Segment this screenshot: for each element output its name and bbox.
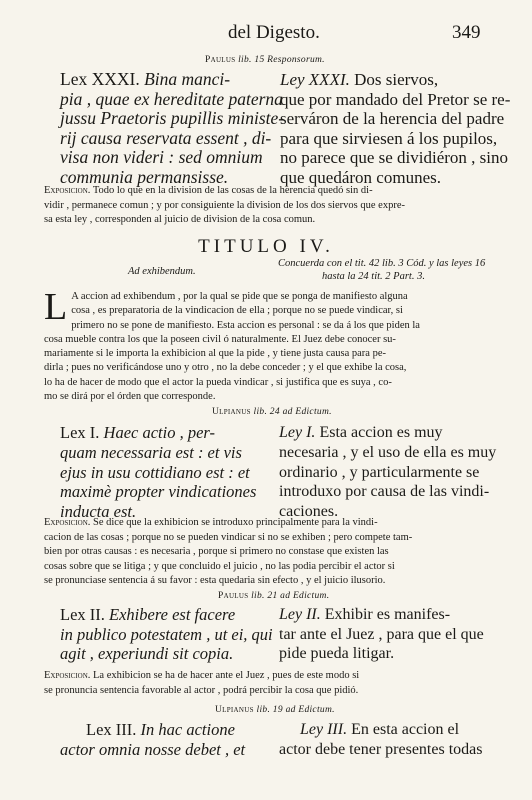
source-citation — [212, 407, 332, 417]
spanish-line: tar ante el Juez , para que el que — [279, 625, 484, 643]
source-reference: lib. 24 ad Edictum. — [253, 407, 332, 417]
exposicion-block — [44, 184, 486, 228]
source-author: Paulus — [218, 591, 249, 601]
spanish-line: pide pueda litigar. — [279, 645, 395, 662]
exposicion-line: se pronuncia sentencia favorable al actor , podrá percibir la cosa que pidió. — [44, 684, 359, 696]
exposicion-label: Exposicion. — [44, 185, 91, 196]
latin-line: quam necessaria est : et vis — [60, 442, 242, 462]
source-citation — [215, 705, 335, 715]
exposicion-line: se pronunciase sentencia á su favor : esta quedaria sin efecto , y el juicio ilusorio. — [44, 575, 386, 587]
exposicion-block — [44, 669, 486, 698]
spanish-line: que por mandado del Pretor se re- — [280, 89, 511, 109]
spanish-line: Ley III. En esta accion el — [300, 721, 460, 738]
exposicion-line: Todo lo que en la division de las cosas de la herencia quedó sin di- — [92, 185, 373, 196]
spanish-line: necesaria , y el uso de ella es muy — [279, 443, 497, 461]
spanish-text-ley-31 — [280, 70, 510, 187]
spanish-line: serváron de la herencia del padre — [280, 109, 505, 128]
concordance-line: Concuerda con el tit. 42 lib. 3 Cód. y las leyes 16 — [278, 258, 486, 269]
source-reference: lib. 15 Responsorum. — [238, 55, 325, 65]
title-introduction — [44, 286, 486, 404]
drop-cap: L — [44, 286, 68, 328]
intro-line: cosa , es preparatoria de la vindicacion de ella ; porque no se puede vindicar, si — [71, 305, 403, 317]
latin-line: Lex III. In hac actione — [86, 720, 235, 739]
spanish-text-ley-2 — [279, 605, 484, 664]
spanish-line: Ley I. Esta accion es muy — [279, 424, 443, 441]
spanish-line: ordinario , y particularmente se — [279, 463, 480, 481]
page-header — [0, 22, 532, 48]
latin-text-lex-1 — [60, 423, 256, 522]
source-author: Ulpianus — [212, 407, 251, 417]
spanish-line: introduxo por causa de las vindi- — [279, 483, 490, 501]
exposicion-line: vidir , permanece comun ; y por consiguiente la division de los dos siervos que expre- — [44, 199, 405, 211]
spanish-line: caciones. — [279, 503, 339, 521]
exposicion-label: Exposicion. — [44, 670, 91, 681]
intro-line: mariamente si le importa la exhibicion al que la pide , y tiene justa causa para pe- — [44, 348, 386, 360]
intro-line: A accion ad exhibendum , por la qual se pide que se ponga de manifiesto alguna — [71, 291, 408, 302]
spanish-text-ley-1 — [279, 423, 496, 522]
spanish-text-ley-3 — [279, 720, 483, 759]
latin-line: in publico potestatem , ut ei, qui — [60, 624, 273, 644]
spanish-line: que quedáron comunes. — [280, 167, 441, 187]
concordance-line: hasta la 24 tit. 2 Part. 3. — [322, 271, 425, 282]
latin-text-lex-2 — [60, 605, 273, 664]
source-author: Ulpianus — [215, 705, 254, 715]
latin-line: inducta est. — [60, 502, 137, 522]
latin-line: visa non videri : sed omnium — [60, 147, 263, 167]
exposicion-label: Exposicion. — [44, 517, 91, 528]
source-author: Paulus — [205, 55, 236, 65]
latin-line: Lex I. Haec actio , per- — [60, 423, 215, 442]
latin-line: pia , quae ex hereditate paterna — [60, 88, 283, 109]
exposicion-line: Se dice que la exhibicion se introduxo principalmente para la vindi- — [93, 517, 378, 528]
intro-line: cosa mueble contra los que la poseen civil ó naturalmente. El Juez debe conocer su- — [44, 333, 396, 345]
intro-line: dirla ; pues no verificándose uno y otro , no la debe conceder ; y el que exhibe la cosa, — [44, 362, 407, 374]
running-title: del Digesto. — [228, 22, 320, 43]
exposicion-line: bien por otras causas : es necesaria , porque si primero no constase que existen las — [44, 546, 389, 558]
source-reference: lib. 21 ad Edictum. — [251, 591, 330, 601]
page-number: 349 — [452, 22, 481, 43]
latin-text-lex-31 — [60, 70, 284, 187]
exposicion-line: cosas sobre que se litiga ; y que concluido el juicio , no las podia percibir el actor si — [44, 560, 395, 572]
latin-line: Lex XXXI. Bina manci- — [60, 69, 231, 89]
section-subtitle: Ad exhibendum. — [128, 266, 196, 277]
latin-text-lex-3 — [60, 720, 246, 759]
exposicion-line: La exhibicion se ha de hacer ante el Juez , pues de este modo si — [93, 670, 360, 681]
source-reference: lib. 19 ad Edictum. — [256, 705, 335, 715]
intro-line: primero no se pone de manifiesto. Esta accion es personal : se da á los que piden la — [71, 319, 420, 331]
concordance-note — [278, 257, 485, 283]
spanish-line: Ley II. Exhibir es manifes- — [279, 606, 451, 623]
latin-line: communia permansisse. — [60, 166, 229, 187]
latin-line: agit , experiundi sit copia. — [60, 644, 234, 663]
source-citation — [205, 55, 325, 65]
latin-line: jussu Praetoris pupillis ministe- — [60, 108, 285, 128]
exposicion-line: cacion de las cosas ; porque no se pueden vindicar si no se exhiben ; pero compete tam- — [44, 531, 413, 543]
latin-line: ejus in usu cottidiano est : et — [60, 462, 250, 482]
exposicion-block — [44, 516, 486, 589]
spanish-line: actor debe tener presentes todas — [279, 740, 483, 758]
intro-line: mo se dirá por el órden que corresponde. — [44, 391, 216, 403]
latin-line: actor omnia nosse debet , et — [60, 739, 246, 759]
latin-line: rij causa reservata essent , di- — [60, 127, 272, 148]
latin-line: Lex II. Exhibere est facere — [60, 605, 236, 624]
source-citation — [218, 591, 329, 601]
latin-line: maximè propter vindicationes — [60, 482, 257, 502]
exposicion-line: sa esta ley , corresponden al juicio de division de la cosa comun. — [44, 214, 316, 226]
spanish-line: Ley XXXI. Dos siervos, — [280, 70, 439, 89]
spanish-line: no parece que se dividiéron , sino — [280, 148, 509, 167]
intro-line: lo ha de hacer de modo que el actor la pueda vindicar , si justifica que es suya , co- — [44, 376, 392, 388]
spanish-line: para que sirviesen á los pupilos, — [280, 128, 498, 148]
section-heading: TITULO IV. — [198, 236, 334, 257]
